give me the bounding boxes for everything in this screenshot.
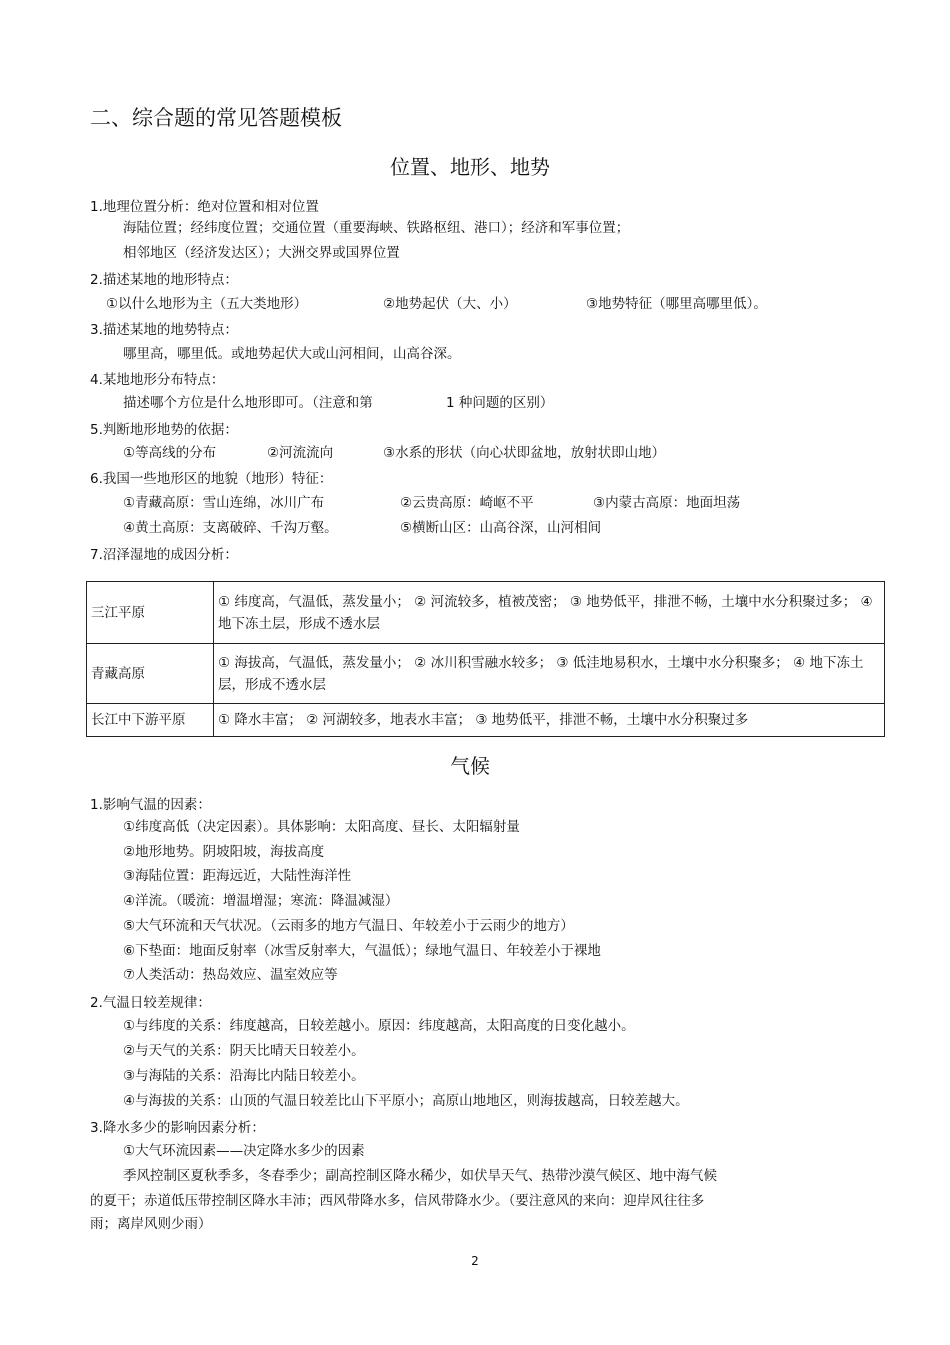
question-6-item-a: ①青藏高原：雪山连绵，冰川广布: [123, 495, 325, 511]
list-item: ⑤大气环流和天气状况。（云雨多的地方气温日、年较差小于云雨少的地方）: [123, 918, 574, 934]
question-2-item-b: ②地势起伏（大、小）: [383, 296, 517, 312]
climate-question-3-line-1: ①大气环流因素——决定降水多少的因素: [123, 1143, 365, 1159]
table-cell-region: 三江平原: [87, 582, 214, 644]
question-4-line-a: 描述哪个方位是什么地形即可。（注意和第: [123, 395, 373, 411]
table-cell-causes: ① 纬度高，气温低，蒸发量小； ② 河流较多，植被茂密； ③ 地势低平，排泄不畅，土壤中水分积聚过多； ④ 地下冻土层，形成不透水层: [214, 582, 885, 644]
question-5-item-c: ③水系的形状（向心状即盆地，放射状即山地）: [383, 445, 666, 461]
section-heading-climate: 气候: [450, 754, 490, 778]
list-item: ⑥下垫面：地面反射率（冰雪反射率大，气温低）；绿地气温日、年较差小于裸地: [123, 943, 601, 959]
section-heading-terrain: 位置、地形、地势: [390, 155, 550, 179]
question-6-item-c: ③内蒙古高原：地面坦荡: [593, 495, 741, 511]
question-2-item-a: ①以什么地形为主（五大类地形）: [106, 296, 308, 312]
question-2-item-c: ③地势特征（哪里高哪里低）。: [586, 296, 767, 312]
list-item: ①与纬度的关系：纬度越高，日较差越小。原因：纬度越高，太阳高度的日变化越小。: [123, 1018, 635, 1034]
climate-question-2: 2.气温日较差规律：: [90, 995, 211, 1011]
question-3-line-1: 哪里高，哪里低。或地势起伏大或山河相间，山高谷深。: [123, 346, 461, 362]
question-6-item-e: ⑤横断山区：山高谷深，山河相间: [400, 520, 602, 536]
list-item: ②地形地势。阴坡阳坡，海拔高度: [123, 844, 325, 860]
question-6-item-b: ②云贵高原：崎岖不平: [400, 495, 534, 511]
page-number: 2: [471, 1254, 479, 1268]
question-4-line-b: 1 种问题的区别）: [446, 395, 554, 411]
list-item: ①纬度高低（决定因素）。具体影响：太阳高度、昼长、太阳辐射量: [123, 819, 520, 835]
climate-question-3-para-1: 季风控制区夏秋季多，冬春季少；副高控制区降水稀少，如伏旱天气、热带沙漠气候区、地中海气候: [123, 1168, 717, 1184]
question-6-item-d: ④黄土高原：支离破碎、千沟万壑。: [123, 520, 338, 536]
list-item: ③与海陆的关系：沿海比内陆日较差小。: [123, 1068, 365, 1084]
question-4: 4.某地地形分布特点：: [90, 372, 225, 388]
question-5-item-b: ②河流流向: [267, 445, 334, 461]
question-5-item-a: ①等高线的分布: [123, 445, 217, 461]
question-7: 7.沼泽湿地的成因分析：: [90, 547, 238, 563]
climate-question-3-para-2: 的夏干；赤道低压带控制区降水丰沛；西风带降水多，信风带降水少。（要注意风的来向：迎岸风往往多: [90, 1193, 705, 1209]
table-row: [87, 644, 885, 704]
table-cell-region: 青藏高原: [87, 644, 214, 704]
question-5: 5.判断地形地势的依据：: [90, 422, 238, 438]
list-item: ③海陆位置：距海远近，大陆性海洋性: [123, 868, 352, 884]
table-cell-causes: ① 海拔高，气温低，蒸发量小； ② 冰川积雪融水较多； ③ 低洼地易积水，土壤中水分积聚多； ④ 地下冻土层，形成不透水层: [214, 644, 885, 704]
climate-question-3-para-3: 雨；离岸风则少雨）: [90, 1216, 212, 1232]
question-6: 6.我国一些地形区的地貌（地形）特征：: [90, 471, 333, 487]
page-title: 二、综合题的常见答题模板: [90, 106, 342, 130]
table-row: [87, 704, 885, 737]
table-cell-region: 长江中下游平原: [87, 704, 214, 737]
climate-question-3: 3.降水多少的影响因素分析：: [90, 1120, 265, 1136]
table-cell-causes: ① 降水丰富； ② 河湖较多，地表水丰富； ③ 地势低平，排泄不畅，土壤中水分积聚过多: [214, 704, 885, 737]
table-row: [87, 582, 885, 644]
question-3: 3.描述某地的地势特点：: [90, 322, 238, 338]
question-1: 1.地理位置分析：绝对位置和相对位置: [90, 199, 319, 215]
climate-question-1: 1.影响气温的因素：: [90, 797, 211, 813]
list-item: ⑦人类活动：热岛效应、温室效应等: [123, 967, 338, 983]
wetland-causes-table: [86, 581, 885, 737]
question-2: 2.描述某地的地形特点：: [90, 272, 238, 288]
question-1-line-1: 海陆位置；经纬度位置；交通位置（重要海峡、铁路枢纽、港口）；经济和军事位置；: [123, 220, 630, 236]
list-item: ④洋流。（暖流：增温增湿；寒流：降温减湿）: [123, 893, 399, 909]
list-item: ④与海拔的关系：山顶的气温日较差比山下平原小；高原山地地区，则海拔越高，日较差越大。: [123, 1093, 689, 1109]
question-1-line-2: 相邻地区（经济发达区）；大洲交界或国界位置: [123, 245, 400, 261]
list-item: ②与天气的关系：阴天比晴天日较差小。: [123, 1043, 365, 1059]
